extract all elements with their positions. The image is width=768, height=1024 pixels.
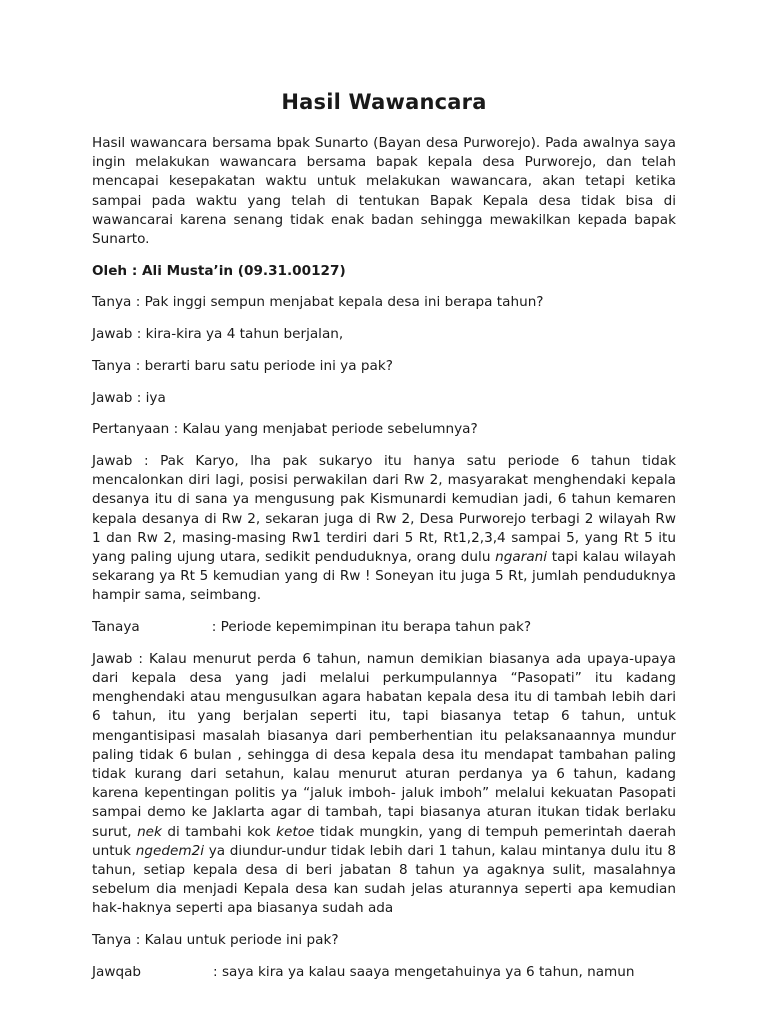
answer-4-text-a: Jawab : Kalau menurut perda 6 tahun, namun demikian biasanya ada upaya-upaya dari kepala desa yang jadi melalui perkumpulannya “Pasopati” itu kadang menghendaki atau mengusulkan agara habatan kepala desa itu di tambah lebih dari 6 tahun, itu yang berjalan seperti itu, tapi biasanya tetap 6 tahun, untuk mengantisipasi masalah biasanya dari pemberhentian itu pelaksanaannya mundur paling tidak 6 bulan , sehingga di desa kepala desa itu mendapat tambahan paling tidak kurang dari setahun, kalau menurut aturan perdanya ya 6 tahun, kadang karena kepentingan politis ya “jaluk imboh- jaluk imboh” melalui kekuatan Pasopati sampai demo ke Jaklarta agar di tambah, tapi biasanya aturan itukan tidak berlaku surut, [92,650,676,840]
answer-5 [92,963,676,982]
question-4 [92,618,676,637]
question-4-label: Tanaya [92,619,140,636]
answer-3-text-b: tapi kalau wilayah sekarang ya Rt 5 kemudian yang di Rw ! Soneyan itu juga 5 Rt, jumlah penduduknya hampir sama, seimbang. [92,548,676,604]
answer-3-italic: ngarani [495,548,548,565]
answer-2: Jawab : iya [92,389,166,406]
answer-4-italic-2: ketoe [276,823,315,840]
question-5: Tanya : Kalau untuk periode ini pak? [92,932,339,949]
answer-4-italic-3: ngedem2i [135,842,205,859]
page-title: Hasil Wawancara [281,90,487,114]
question-4-text: : Periode kepemimpinan itu berapa tahun pak? [211,619,532,636]
answer-1: Jawab : kira-kira ya 4 tahun berjalan, [92,326,344,343]
answer-3 [92,452,676,606]
answer-4-text-b: di tambahi kok [161,823,277,840]
answer-5-label: Jawqab [92,963,142,980]
document-page [92,90,676,995]
author-line: Oleh : Ali Musta’in (09.31.00127) [92,262,346,279]
question-2: Tanya : berarti baru satu periode ini ya pak? [92,357,393,374]
question-1: Tanya : Pak inggi sempun menjabat kepala desa ini berapa tahun? [92,294,544,311]
answer-4-italic-1: nek [137,823,162,840]
answer-4 [92,650,676,919]
answer-5-text: : saya kira ya kalau saaya mengetahuinya ya 6 tahun, namun [213,963,635,980]
answer-4-text-c: tidak mungkin, yang di tempuh pemerintah daerah untuk [92,823,677,859]
intro-paragraph: Hasil wawancara bersama bpak Sunarto (Bayan desa Purworejo). Pada awalnya saya ingin melakukan wawancara bersama bapak kepala desa Purworejo, dan telah mencapai kesepakatan waktu untuk melakukan wawancara, akan tetapi ketika sampai pada waktu yang telah di tentukan Bapak Kepala desa tidak bisa di wawancarai karena senang tidak enak badan sehingga mewakilkan kepada bapak Sunarto. [92,135,676,248]
question-3: Pertanyaan : Kalau yang menjabat periode sebelumnya? [92,421,478,438]
answer-3-text-a: Jawab : Pak Karyo, lha pak sukaryo itu hanya satu periode 6 tahun tidak mencalonkan diri lagi, posisi perwakilan dari Rw 2, masyarakat menghendaki kepala desanya itu di sana ya mengusung pak Kismunardi kemudian jadi, 6 tahun kemaren kepala desanya di Rw 2, sekaran juga di Rw 2, Desa Purworejo terbagi 2 wilayah Rw 1 dan Rw 2, masing-masing Rw1 terdiri dari 5 Rt, Rt1,2,3,4 sampai 5, yang Rt 5 itu yang paling ujung utara, sedikit penduduknya, orang dulu [92,452,676,565]
answer-4-text-d: ya diundur-undur tidak lebih dari 1 tahun, kalau mintanya dulu itu 8 tahun, setiap kepala desa di beri jabatan 8 tahun ya agaknya sulit, masalahnya sebelum dia menjadi Kepala desa kan sudah jelas aturannya seperti apa kemudian hak-haknya seperti apa biasanya sudah ada [92,842,676,917]
